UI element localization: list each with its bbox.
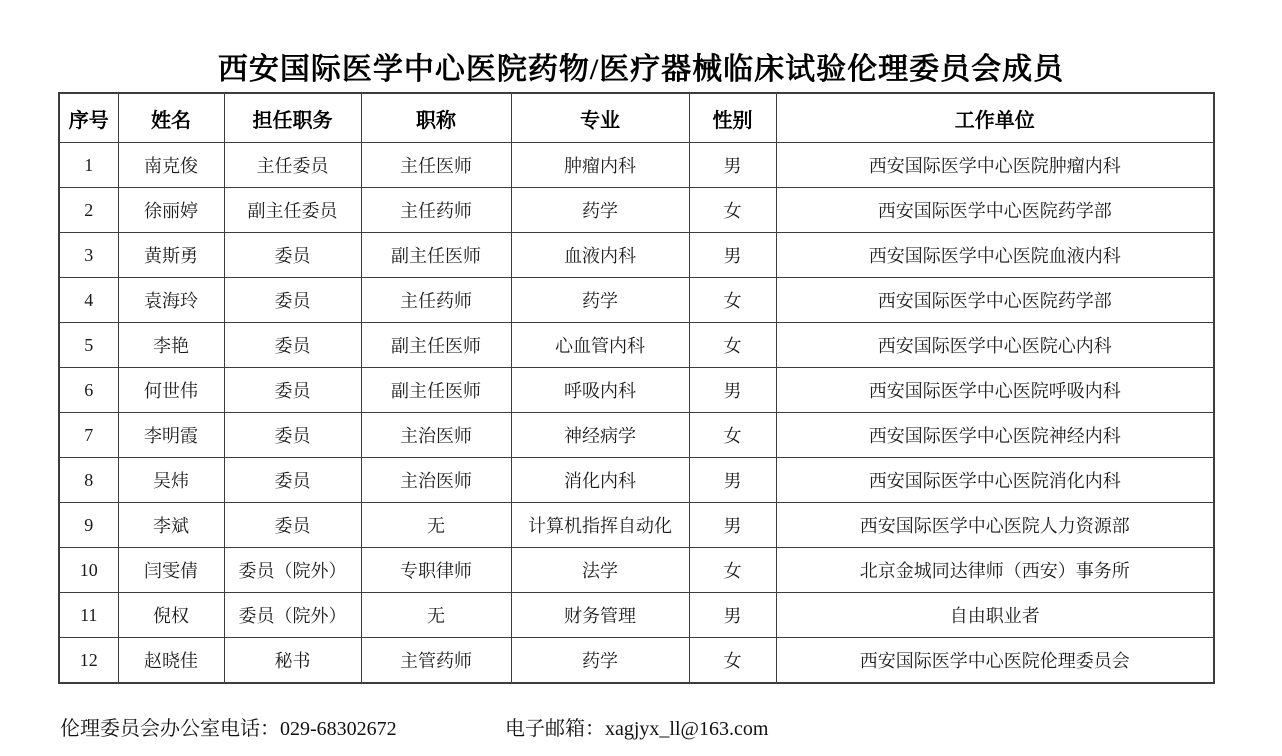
cell-role: 委员 [224,458,361,503]
cell-major: 药学 [511,278,689,323]
cell-name: 袁海玲 [118,278,224,323]
cell-role: 委员 [224,368,361,413]
cell-index: 8 [59,458,118,503]
cell-name: 黄斯勇 [118,233,224,278]
cell-role: 委员（院外） [224,593,361,638]
header-cell-role: 担任职务 [224,93,361,143]
table-row [59,413,1214,458]
cell-unit: 西安国际医学中心医院伦理委员会 [776,638,1214,684]
table-row [59,503,1214,548]
office-phone-label: 伦理委员会办公室电话： [60,718,280,740]
cell-title: 主任药师 [361,188,511,233]
cell-major: 消化内科 [511,458,689,503]
cell-role: 委员 [224,278,361,323]
cell-gender: 女 [689,413,776,458]
cell-name: 徐丽婷 [118,188,224,233]
cell-major: 药学 [511,188,689,233]
cell-title: 副主任医师 [361,368,511,413]
cell-gender: 男 [689,233,776,278]
cell-index: 1 [59,143,118,188]
cell-title: 主管药师 [361,638,511,684]
cell-title: 主任药师 [361,278,511,323]
table-row [59,188,1214,233]
table-row [59,143,1214,188]
cell-unit: 自由职业者 [776,593,1214,638]
cell-major: 财务管理 [511,593,689,638]
cell-major: 呼吸内科 [511,368,689,413]
header-cell-unit: 工作单位 [776,93,1214,143]
office-email-address: xagjyx_ll@163.com [605,718,769,740]
header-cell-name: 姓名 [118,93,224,143]
cell-role: 委员（院外） [224,548,361,593]
footer [0,712,1282,742]
table-row [59,548,1214,593]
cell-name: 李明霞 [118,413,224,458]
cell-major: 法学 [511,548,689,593]
cell-role: 委员 [224,233,361,278]
table-row [59,323,1214,368]
cell-role: 委员 [224,413,361,458]
cell-title: 主任医师 [361,143,511,188]
office-email-label: 电子邮箱： [505,718,605,740]
cell-index: 3 [59,233,118,278]
cell-title: 主治医师 [361,413,511,458]
cell-index: 11 [59,593,118,638]
cell-unit: 西安国际医学中心医院血液内科 [776,233,1214,278]
table-row [59,278,1214,323]
cell-name: 吴炜 [118,458,224,503]
cell-gender: 男 [689,143,776,188]
table-row [59,368,1214,413]
cell-role: 委员 [224,323,361,368]
cell-major: 心血管内科 [511,323,689,368]
table-header-row [59,93,1214,143]
cell-gender: 女 [689,638,776,684]
cell-title: 副主任医师 [361,233,511,278]
cell-index: 6 [59,368,118,413]
cell-major: 计算机指挥自动化 [511,503,689,548]
cell-title: 专职律师 [361,548,511,593]
cell-index: 2 [59,188,118,233]
cell-gender: 男 [689,503,776,548]
cell-index: 12 [59,638,118,684]
cell-role: 主任委员 [224,143,361,188]
cell-gender: 女 [689,278,776,323]
cell-name: 倪权 [118,593,224,638]
cell-name: 赵晓佳 [118,638,224,684]
cell-major: 血液内科 [511,233,689,278]
cell-index: 10 [59,548,118,593]
cell-major: 药学 [511,638,689,684]
cell-index: 4 [59,278,118,323]
table-row [59,233,1214,278]
office-email [505,712,768,741]
cell-role: 委员 [224,503,361,548]
cell-index: 9 [59,503,118,548]
header-cell-major: 专业 [511,93,689,143]
cell-unit: 北京金城同达律师（西安）事务所 [776,548,1214,593]
cell-unit: 西安国际医学中心医院呼吸内科 [776,368,1214,413]
header-cell-gender: 性别 [689,93,776,143]
cell-title: 副主任医师 [361,323,511,368]
office-phone [60,712,397,741]
cell-major: 神经病学 [511,413,689,458]
cell-unit: 西安国际医学中心医院药学部 [776,278,1214,323]
cell-gender: 男 [689,458,776,503]
cell-unit: 西安国际医学中心医院神经内科 [776,413,1214,458]
cell-index: 5 [59,323,118,368]
cell-name: 何世伟 [118,368,224,413]
cell-role: 副主任委员 [224,188,361,233]
cell-unit: 西安国际医学中心医院人力资源部 [776,503,1214,548]
cell-name: 李斌 [118,503,224,548]
office-phone-number: 029-68302672 [280,718,397,740]
cell-name: 闫雯倩 [118,548,224,593]
cell-unit: 西安国际医学中心医院药学部 [776,188,1214,233]
cell-gender: 女 [689,323,776,368]
page-title: 西安国际医学中心医院药物/医疗器械临床试验伦理委员会成员 [217,53,1065,86]
cell-title: 无 [361,503,511,548]
header-cell-index: 序号 [59,93,118,143]
cell-index: 7 [59,413,118,458]
cell-unit: 西安国际医学中心医院消化内科 [776,458,1214,503]
cell-major: 肿瘤内科 [511,143,689,188]
table-row [59,638,1214,684]
header-cell-title: 职称 [361,93,511,143]
table-row [59,593,1214,638]
table-body [59,143,1214,684]
cell-unit: 西安国际医学中心医院肿瘤内科 [776,143,1214,188]
cell-name: 李艳 [118,323,224,368]
cell-title: 主治医师 [361,458,511,503]
cell-gender: 男 [689,368,776,413]
table-row [59,458,1214,503]
cell-gender: 男 [689,593,776,638]
cell-title: 无 [361,593,511,638]
cell-name: 南克俊 [118,143,224,188]
cell-gender: 女 [689,188,776,233]
cell-gender: 女 [689,548,776,593]
members-table [58,92,1215,684]
cell-role: 秘书 [224,638,361,684]
cell-unit: 西安国际医学中心医院心内科 [776,323,1214,368]
